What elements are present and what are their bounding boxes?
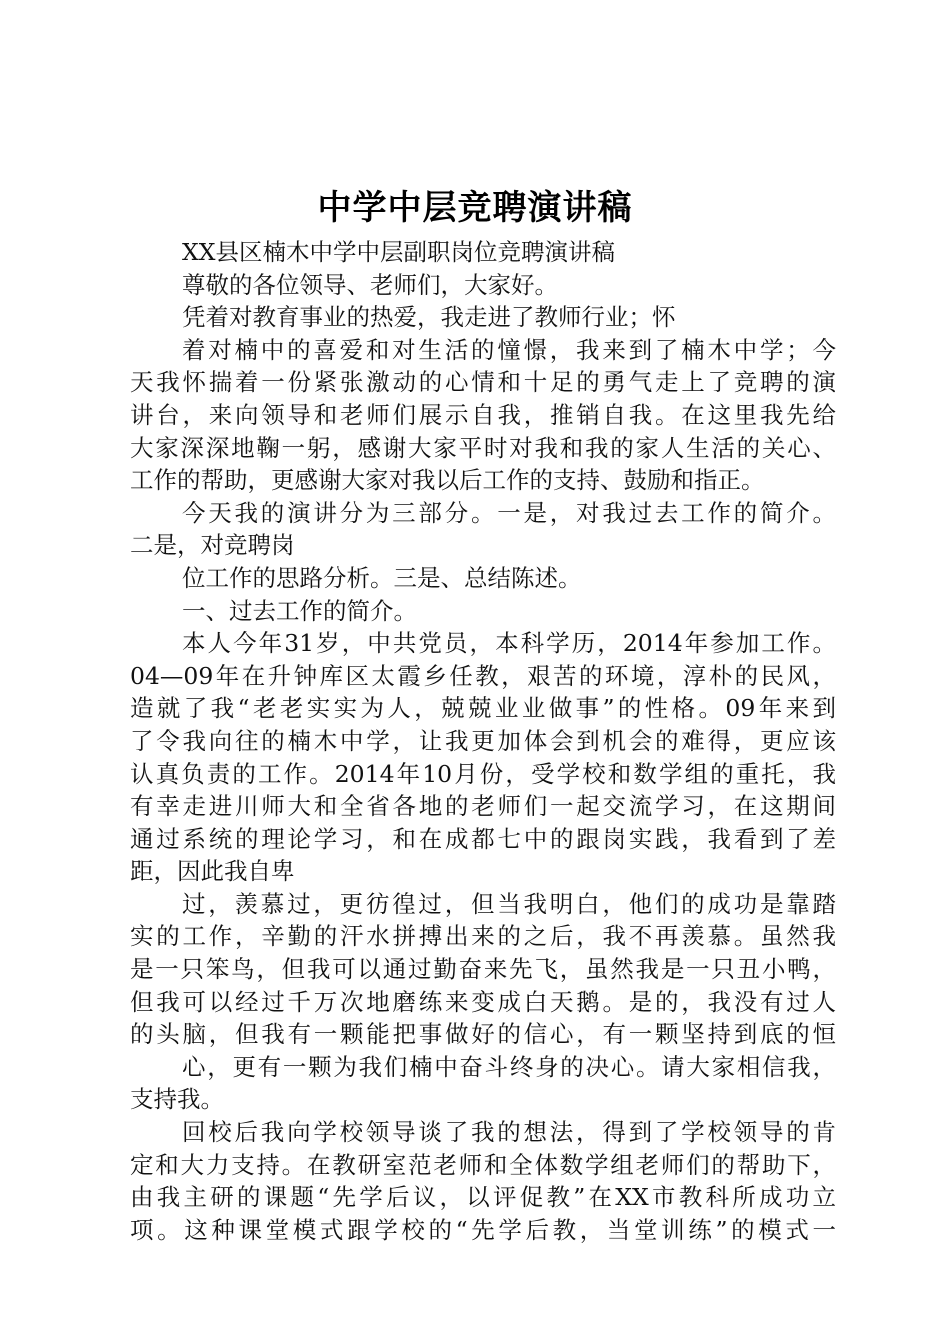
text-line: 距，因此我自卑 (130, 857, 295, 886)
text-line: 一、过去工作的简介。 (182, 596, 417, 625)
text-line: 着对楠中的喜爱和对生活的憧憬，我来到了楠木中学；今 (182, 335, 836, 364)
text-line: 本人今年31岁，中共党员，本科学历，2014年参加工作。 (182, 629, 836, 658)
text-line: 回校后我向学校领导谈了我的想法，得到了学校领导的肯 (182, 1118, 836, 1147)
text-line: 支持我。 (130, 1085, 224, 1114)
text-line: 今天我的演讲分为三部分。一是，对我过去工作的简介。 (182, 498, 836, 527)
document-title: 中学中层竞聘演讲稿 (317, 188, 633, 228)
text-line: 定和大力支持。在教研室范老师和全体数学组老师们的帮助下， (130, 1150, 836, 1179)
text-line: 项。这种课堂模式跟学校的“先学后教，当堂训练”的模式一 (130, 1215, 836, 1244)
text-line: 天我怀揣着一份紧张激动的心情和十足的勇气走上了竞聘的演 (130, 368, 836, 397)
document-body (130, 236, 836, 1246)
text-line: 工作的帮助，更感谢大家对我以后工作的支持、鼓励和指正。 (130, 466, 765, 495)
text-line: 04—09年在升钟库区太霞乡任教，艰苦的环境，淳朴的民风， (130, 661, 836, 690)
text-line: 是一只笨鸟，但我可以通过勤奋来先飞，虽然我是一只丑小鸭， (130, 955, 836, 984)
text-line: 凭着对教育事业的热爱，我走进了教师行业；怀 (182, 303, 676, 332)
text-line: 二是，对竞聘岗 (130, 531, 295, 560)
text-line: 位工作的思路分析。三是、总结陈述。 (182, 563, 582, 592)
text-line: 过，羡慕过，更彷徨过，但当我明白，他们的成功是靠踏 (182, 889, 836, 918)
text-line: 尊敬的各位领导、老师们，大家好。 (182, 270, 558, 299)
text-line: 的头脑，但我有一颗能把事做好的信心，有一颗坚持到底的恒 (130, 1020, 836, 1049)
text-line: 通过系统的理论学习，和在成都七中的跟岗实践，我看到了差 (130, 824, 836, 853)
text-line: 了令我向往的楠木中学，让我更加体会到机会的难得，更应该 (130, 726, 836, 755)
text-line: 但我可以经过千万次地磨练来变成白天鹅。是的，我没有过人 (130, 987, 836, 1016)
text-line: 实的工作，辛勤的汗水拼搏出来的之后，我不再羡慕。虽然我 (130, 922, 836, 951)
text-line: 由我主研的课题“先学后议，以评促教”在XX市教科所成功立 (130, 1183, 836, 1212)
text-line: XX县区楠木中学中层副职岗位竞聘演讲稿 (182, 238, 615, 266)
text-line: 有幸走进川师大和全省各地的老师们一起交流学习，在这期间 (130, 792, 836, 821)
text-line: 认真负责的工作。2014年10月份，受学校和数学组的重托，我 (130, 759, 836, 788)
text-line: 讲台，来向领导和老师们展示自我，推销自我。在这里我先给 (130, 400, 836, 429)
text-line: 造就了我“老老实实为人，兢兢业业做事”的性格。09年来到 (130, 694, 836, 723)
text-line: 心，更有一颗为我们楠中奋斗终身的决心。请大家相信我， (182, 1052, 836, 1081)
text-line: 大家深深地鞠一躬，感谢大家平时对我和我的家人生活的关心、 (130, 433, 836, 462)
